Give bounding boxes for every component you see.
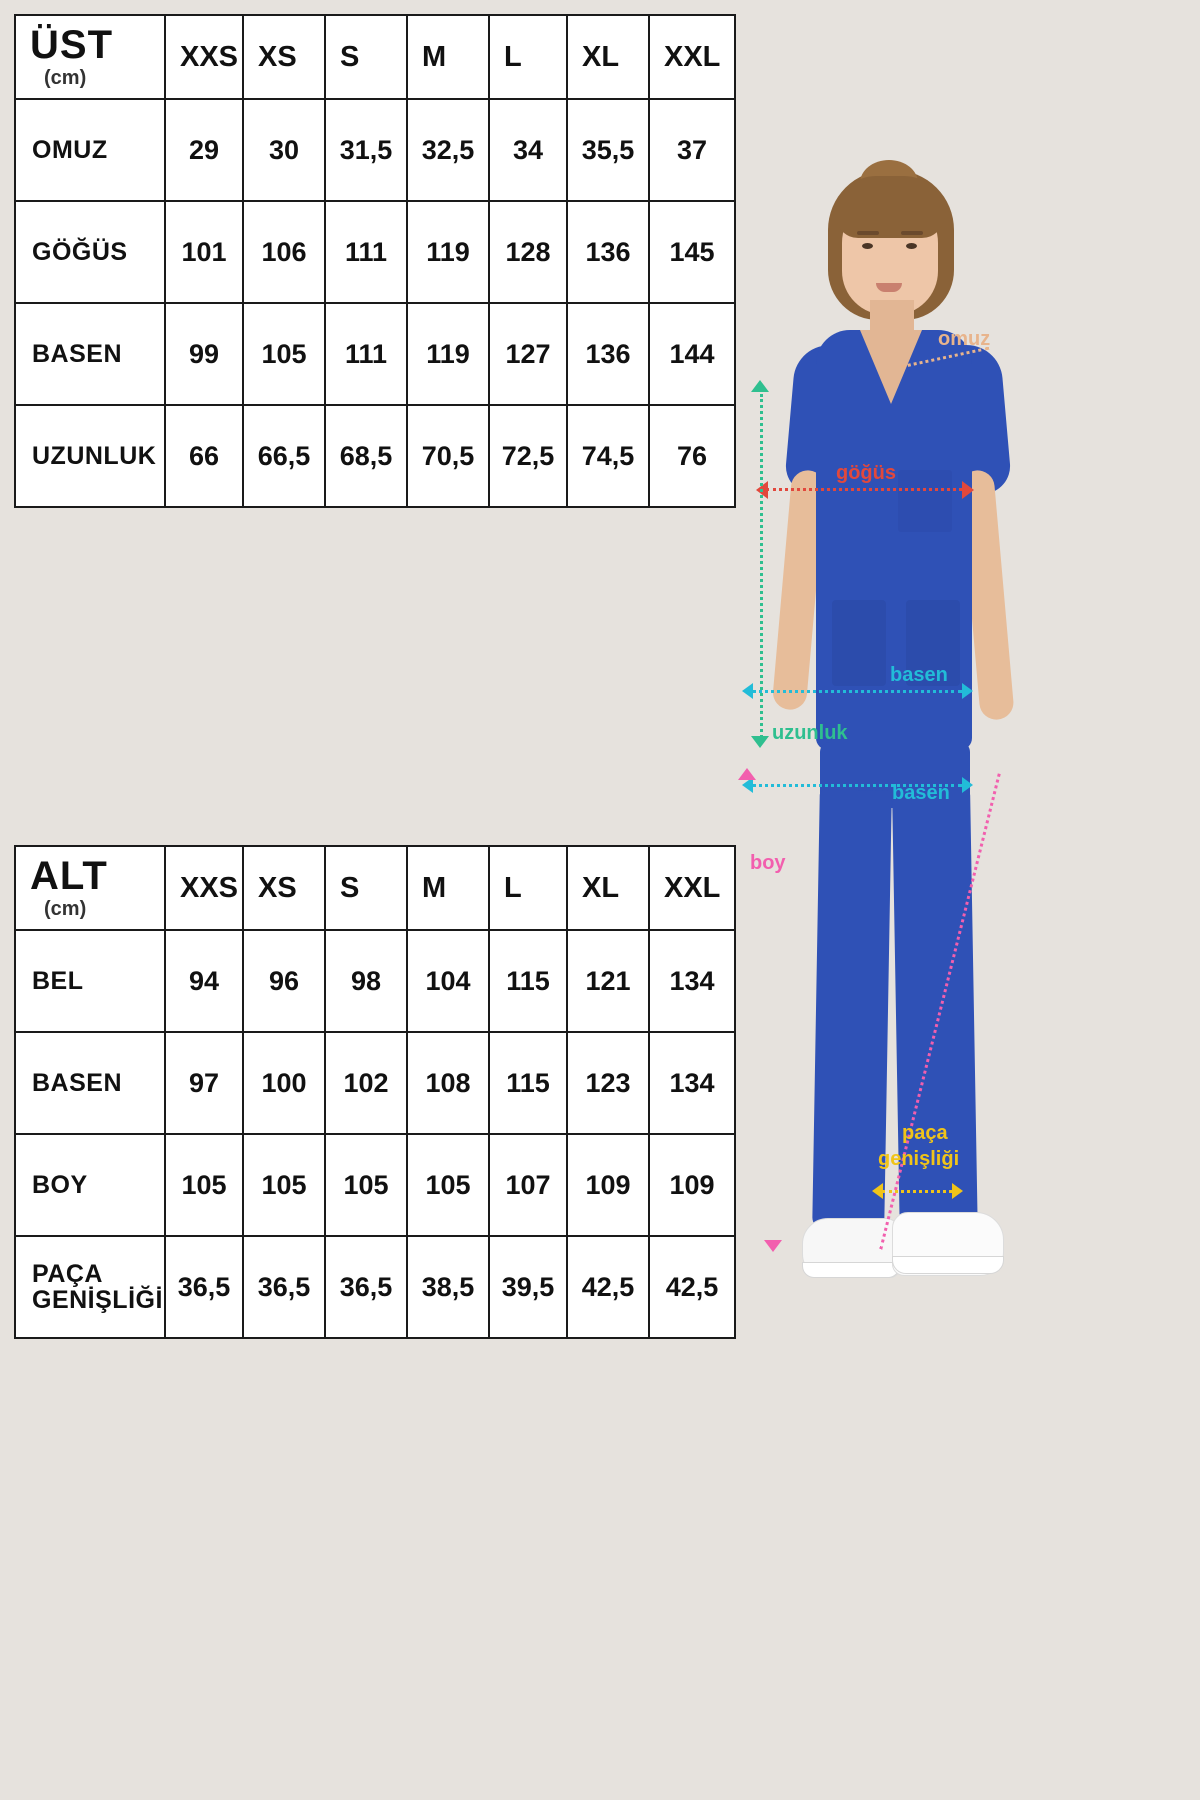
- cell-gogus-xs: 106: [243, 201, 325, 303]
- cell-bel-xxs: 94: [165, 930, 243, 1032]
- cell-bel-m: 104: [407, 930, 489, 1032]
- table-row: [15, 1032, 735, 1134]
- cell-gogus-m: 119: [407, 201, 489, 303]
- column-header-xxl: XXL: [649, 15, 735, 99]
- cell-omuz-xxl: 37: [649, 99, 735, 201]
- cell-uzunluk-xxs: 66: [165, 405, 243, 507]
- column-header-xl: XL: [567, 15, 649, 99]
- table-row: [15, 930, 735, 1032]
- uzunluk-arrow-bottom: [751, 736, 769, 748]
- table-header-row: [15, 15, 735, 99]
- eye-right: [906, 243, 917, 249]
- table-row: [15, 405, 735, 507]
- cell-paca-xxl: 42,5: [649, 1236, 735, 1338]
- eyebrow-left: [857, 231, 879, 235]
- column-header-m: M: [407, 846, 489, 930]
- uzunluk-annotation-label: uzunluk: [772, 722, 848, 744]
- cell-basen-xxl: 134: [649, 1032, 735, 1134]
- eye-left: [862, 243, 873, 249]
- uzunluk-arrow-top: [751, 380, 769, 392]
- uzunluk-measure-line: [760, 394, 763, 738]
- cell-basen-m: 119: [407, 303, 489, 405]
- basen-top-measure-line: [752, 690, 962, 693]
- row-label-omuz: OMUZ: [15, 99, 165, 201]
- row-label-uzunluk: UZUNLUK: [15, 405, 165, 507]
- cell-paca-xxs: 36,5: [165, 1236, 243, 1338]
- cell-omuz-xxs: 29: [165, 99, 243, 201]
- cell-boy-xl: 109: [567, 1134, 649, 1236]
- column-header-xs: XS: [243, 846, 325, 930]
- basen-top-arrow-right: [962, 683, 973, 699]
- model-figure: [720, 0, 1200, 1800]
- pant-leg-right: [892, 789, 978, 1240]
- row-label-boy: BOY: [15, 1134, 165, 1236]
- cell-basen-xl: 123: [567, 1032, 649, 1134]
- table-row: [15, 99, 735, 201]
- cell-basen-l: 127: [489, 303, 567, 405]
- cell-basen-xs: 100: [243, 1032, 325, 1134]
- cell-uzunluk-s: 68,5: [325, 405, 407, 507]
- cell-boy-m: 105: [407, 1134, 489, 1236]
- cell-gogus-xxs: 101: [165, 201, 243, 303]
- cell-paca-l: 39,5: [489, 1236, 567, 1338]
- cell-boy-xxs: 105: [165, 1134, 243, 1236]
- table-row: [15, 1134, 735, 1236]
- basen-top-arrow-left: [742, 683, 753, 699]
- table-unit: (cm): [44, 66, 87, 89]
- cell-basen-xxs: 97: [165, 1032, 243, 1134]
- cell-boy-s: 105: [325, 1134, 407, 1236]
- table-title: ALT: [30, 853, 108, 898]
- gogus-arrow-right: [962, 481, 974, 499]
- column-header-s: S: [325, 846, 407, 930]
- size-table-top: [14, 14, 736, 508]
- cell-basen-xxs: 99: [165, 303, 243, 405]
- cell-bel-xxl: 134: [649, 930, 735, 1032]
- shoe-sole-right: [892, 1256, 1004, 1274]
- cell-uzunluk-xl: 74,5: [567, 405, 649, 507]
- cell-bel-xl: 121: [567, 930, 649, 1032]
- cell-bel-xs: 96: [243, 930, 325, 1032]
- paca-arrow-right: [952, 1183, 963, 1199]
- table-row: [15, 1236, 735, 1338]
- cell-basen-s: 102: [325, 1032, 407, 1134]
- row-label-paca-genisligi: PAÇA GENİŞLİĞİ: [15, 1236, 165, 1338]
- boy-arrow-top: [738, 768, 756, 780]
- table-corner-cell: [15, 846, 165, 930]
- column-header-l: L: [489, 15, 567, 99]
- cell-omuz-xs: 30: [243, 99, 325, 201]
- cell-bel-s: 98: [325, 930, 407, 1032]
- gogus-measure-line: [766, 488, 962, 491]
- cell-omuz-l: 34: [489, 99, 567, 201]
- boy-arrow-bottom: [764, 1240, 782, 1252]
- cell-uzunluk-l: 72,5: [489, 405, 567, 507]
- table-title: ÜST: [30, 22, 113, 67]
- boy-annotation-label: boy: [750, 852, 786, 874]
- cell-omuz-xl: 35,5: [567, 99, 649, 201]
- chest-pocket: [898, 470, 952, 532]
- basen-bottom-annotation-label: basen: [892, 782, 950, 804]
- row-label-basen: BASEN: [15, 1032, 165, 1134]
- cell-gogus-xxl: 145: [649, 201, 735, 303]
- cell-uzunluk-m: 70,5: [407, 405, 489, 507]
- column-header-xs: XS: [243, 15, 325, 99]
- table-unit: (cm): [44, 897, 87, 920]
- row-label-basen: BASEN: [15, 303, 165, 405]
- cell-gogus-xl: 136: [567, 201, 649, 303]
- model-photo: [720, 0, 1200, 1800]
- cell-bel-l: 115: [489, 930, 567, 1032]
- gogus-annotation-label: göğüs: [836, 462, 896, 484]
- hip-pocket-left: [832, 600, 886, 686]
- cell-basen-xxl: 144: [649, 303, 735, 405]
- cell-gogus-l: 128: [489, 201, 567, 303]
- cell-basen-m: 108: [407, 1032, 489, 1134]
- basen-top-annotation-label: basen: [890, 664, 948, 686]
- cell-basen-xs: 105: [243, 303, 325, 405]
- row-label-bel: BEL: [15, 930, 165, 1032]
- table-header-row: [15, 846, 735, 930]
- column-header-l: L: [489, 846, 567, 930]
- hair-front: [836, 176, 944, 238]
- cell-uzunluk-xs: 66,5: [243, 405, 325, 507]
- cell-gogus-s: 111: [325, 201, 407, 303]
- table-row: [15, 303, 735, 405]
- omuz-annotation-label: omuz: [938, 328, 991, 350]
- column-header-xl: XL: [567, 846, 649, 930]
- column-header-xxs: XXS: [165, 15, 243, 99]
- row-label-gogus: GÖĞÜS: [15, 201, 165, 303]
- column-header-xxl: XXL: [649, 846, 735, 930]
- table-corner-cell: [15, 15, 165, 99]
- cell-boy-xs: 105: [243, 1134, 325, 1236]
- column-header-m: M: [407, 15, 489, 99]
- cell-boy-xxl: 109: [649, 1134, 735, 1236]
- table-row: [15, 201, 735, 303]
- eyebrow-right: [901, 231, 923, 235]
- column-header-xxs: XXS: [165, 846, 243, 930]
- cell-paca-s: 36,5: [325, 1236, 407, 1338]
- paca-measure-line: [882, 1190, 952, 1193]
- paca-annotation-label-line1: paça: [902, 1122, 948, 1144]
- paca-annotation-label-line2: genişliği: [878, 1148, 960, 1170]
- cell-basen-xl: 136: [567, 303, 649, 405]
- cell-paca-xl: 42,5: [567, 1236, 649, 1338]
- cell-omuz-s: 31,5: [325, 99, 407, 201]
- cell-paca-m: 38,5: [407, 1236, 489, 1338]
- cell-basen-l: 115: [489, 1032, 567, 1134]
- cell-boy-l: 107: [489, 1134, 567, 1236]
- cell-paca-xs: 36,5: [243, 1236, 325, 1338]
- cell-uzunluk-xxl: 76: [649, 405, 735, 507]
- column-header-s: S: [325, 15, 407, 99]
- shoe-sole-left: [802, 1262, 900, 1278]
- paca-arrow-left: [872, 1183, 883, 1199]
- cell-omuz-m: 32,5: [407, 99, 489, 201]
- size-table-bottom: [14, 845, 736, 1339]
- cell-basen-s: 111: [325, 303, 407, 405]
- basen-bottom-arrow-right: [962, 777, 973, 793]
